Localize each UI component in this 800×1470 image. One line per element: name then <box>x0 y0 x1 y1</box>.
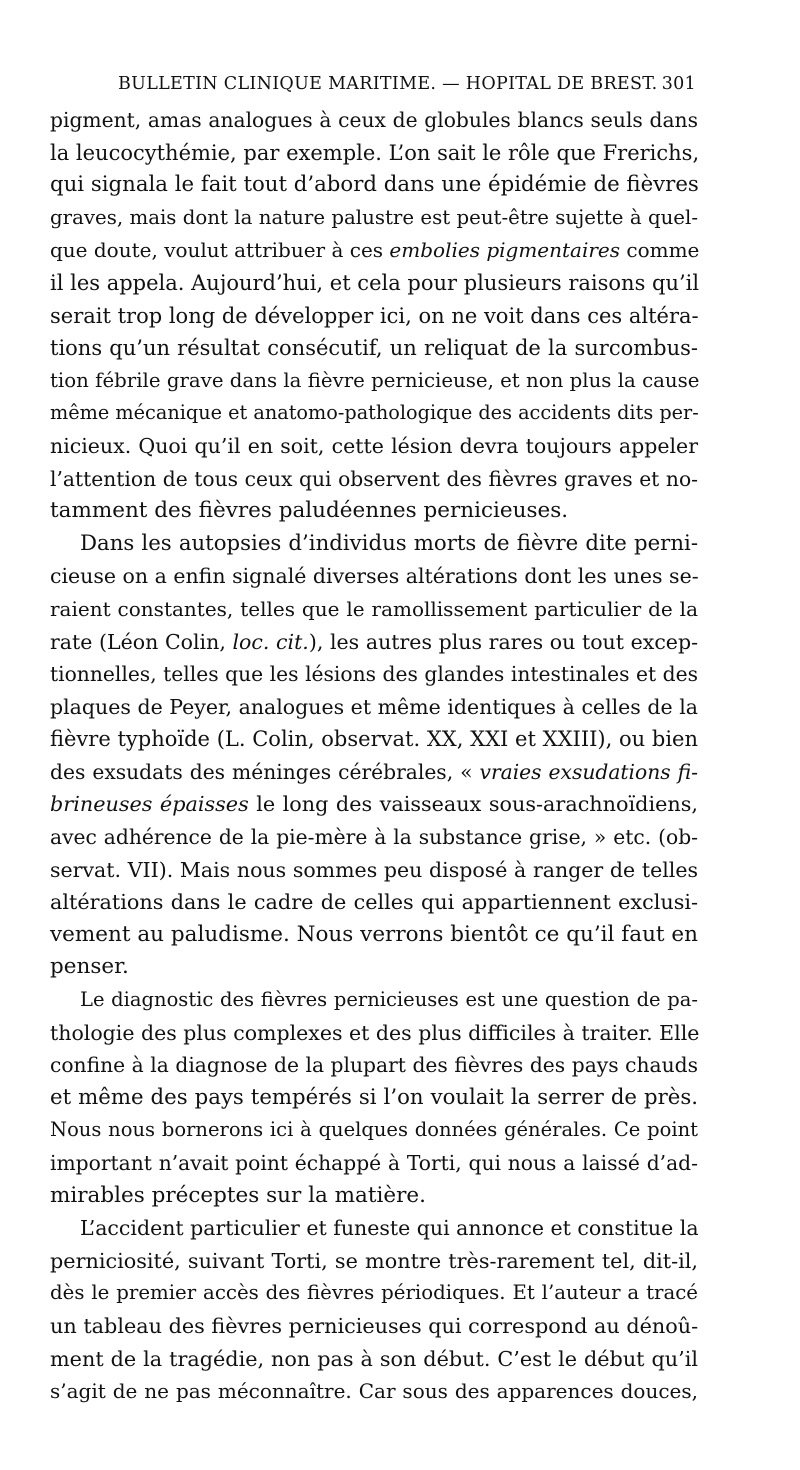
text-line <box>50 723 698 756</box>
text-run: avec adhérence de la pie-mère à la substance grise, » etc. (ob- <box>50 825 698 850</box>
italic-run: loc. cit. <box>232 629 309 654</box>
text-run: important n’avait point échappé à Torti, qui nous a laissé d’ad- <box>50 1151 698 1175</box>
text-run: tionnelles, telles que les lésions des glandes intestinales et des <box>50 662 698 687</box>
italic-run: brineuses épaisses <box>50 792 249 817</box>
text-run: ), les autres plus rares ou tout excep- <box>308 629 698 654</box>
text-line <box>50 756 698 789</box>
text-run: rate (Léon Colin, <box>50 629 233 654</box>
text-run: qui signala le fait tout d’abord dans une épidémie de fièvres <box>50 172 699 198</box>
text-line <box>50 1212 698 1245</box>
text-run: servat. VII). Mais nous sommes peu disposé à ranger de telles <box>50 857 698 882</box>
text-run: Nous nous bornerons ici à quelques données générales. Ce point <box>50 1118 698 1142</box>
text-run: raient constantes, telles que le ramollissement particulier de la <box>50 596 698 621</box>
text-line <box>50 430 698 463</box>
text-run: pigment, amas analogues à ceux de globules blancs seuls dans <box>50 108 698 132</box>
text-run: altérations dans le cadre de celles qui appartiennent exclusi- <box>50 890 698 915</box>
text-line <box>50 886 698 919</box>
text-line <box>50 495 698 528</box>
text-run: plaques de Peyer, analogues et même identiques à celles de la <box>50 694 698 719</box>
text-line <box>50 234 698 267</box>
text-run: et même des pays tempérés si l’on voulait la serrer de près. <box>50 1084 698 1110</box>
text-run: comme <box>620 238 700 263</box>
text-line <box>50 1180 698 1213</box>
text-line <box>50 626 698 659</box>
text-line <box>50 1310 698 1343</box>
text-run: tion fébrile grave dans la fièvre pernicieuse, et non plus la cause <box>50 368 700 392</box>
text-line <box>50 528 698 561</box>
text-run: L’accident particulier et funeste qui annonce et constitue la <box>80 1216 699 1241</box>
text-run: dès le premier accès des fièvres périodiques. Et l’auteur a tracé <box>50 1281 698 1305</box>
text-line <box>50 1277 698 1310</box>
text-line <box>50 1049 698 1082</box>
text-line <box>50 463 698 496</box>
italic-run: vraies exsudations fi- <box>479 759 698 784</box>
text-line <box>50 821 698 854</box>
text-line <box>50 1375 698 1408</box>
text-line <box>50 365 698 398</box>
text-line <box>50 202 698 235</box>
text-line <box>50 137 698 170</box>
text-run: Le diagnostic des fièvres pernicieuses est une question de pa- <box>80 988 698 1012</box>
running-title: BULLETIN CLINIQUE MARITIME. — HOPITAL DE BREST. <box>118 74 658 94</box>
text-run: vement au paludisme. Nous verrons bientôt ce qu’il faut en <box>50 921 698 947</box>
text-line <box>50 1343 698 1376</box>
text-run: le long des vaisseaux sous-arachnoïdiens, <box>248 792 698 817</box>
italic-run: embolies pigmentaires <box>389 238 621 263</box>
text-run: cieuse on a enfin signalé diverses altérations dont les unes se- <box>50 564 699 589</box>
text-run: penser. <box>50 954 129 980</box>
text-run: serait trop long de développer ici, on ne voit dans ces altéra- <box>50 303 699 328</box>
text-run: tamment des fièvres paludéennes pernicieuses. <box>50 498 569 524</box>
text-line <box>50 560 698 593</box>
text-run: tions qu’un résultat consécutif, un reliquat de la surcombus- <box>50 336 698 361</box>
text-line <box>50 397 698 430</box>
text-line <box>50 788 698 821</box>
text-line <box>50 984 698 1017</box>
text-line <box>50 593 698 626</box>
text-run: fièvre typhoïde (L. Colin, observat. XX, XXI et XXIII), ou bien <box>50 727 698 752</box>
text-line <box>50 1245 698 1278</box>
text-line <box>50 1082 698 1115</box>
text-line <box>50 854 698 887</box>
text-run: confine à la diagnose de la plupart des fièvres des pays chauds <box>50 1053 698 1078</box>
page-number: 301 <box>661 74 696 94</box>
text-line <box>50 951 698 984</box>
text-run: il les appela. Aujourd’hui, et cela pour plusieurs raisons qu’il <box>50 270 700 295</box>
text-run: un tableau des fièvres pernicieuses qui correspond au dénoû- <box>50 1313 699 1338</box>
text-line <box>50 919 698 952</box>
text-line <box>50 1114 698 1147</box>
text-line <box>50 1017 698 1050</box>
text-line <box>50 300 698 333</box>
text-run: des exsudats des méninges cérébrales, « <box>50 759 480 784</box>
text-run: l’attention de tous ceux qui observent des fièvres graves et no- <box>50 466 698 491</box>
text-line <box>50 332 698 365</box>
text-run: nicieux. Quoi qu’il en soit, cette lésion devra toujours appeler <box>50 433 698 458</box>
text-run: graves, mais dont la nature palustre est peut-être sujette à quel- <box>50 205 698 229</box>
text-run: même mécanique et anatomo-pathologique des accidents dits per- <box>50 401 699 425</box>
text-run: thologie des plus complexes et des plus difficiles à traiter. Elle <box>50 1020 700 1045</box>
text-run: perniciosité, suivant Torti, se montre très-rarement tel, dit-il, <box>50 1248 698 1273</box>
text-run: Dans les autopsies d’individus morts de fièvre dite perni- <box>80 530 698 556</box>
text-line <box>50 104 698 137</box>
running-header <box>118 74 696 102</box>
text-line <box>50 169 698 202</box>
text-run: ment de la tragédie, non pas à son début. C’est le début qu’il <box>50 1346 698 1371</box>
text-run: s’agit de ne pas méconnaître. Car sous des apparences douces, <box>50 1379 698 1404</box>
text-run: la leucocythémie, par exemple. L’on sait le rôle que Frerichs, <box>50 140 700 165</box>
text-line <box>50 691 698 724</box>
text-line <box>50 267 698 300</box>
text-run: que doute, voulut attribuer à ces <box>50 238 390 263</box>
text-line <box>50 658 698 691</box>
body-text <box>50 104 698 1408</box>
text-run: mirables préceptes sur la matière. <box>50 1182 426 1208</box>
text-line <box>50 1147 698 1180</box>
